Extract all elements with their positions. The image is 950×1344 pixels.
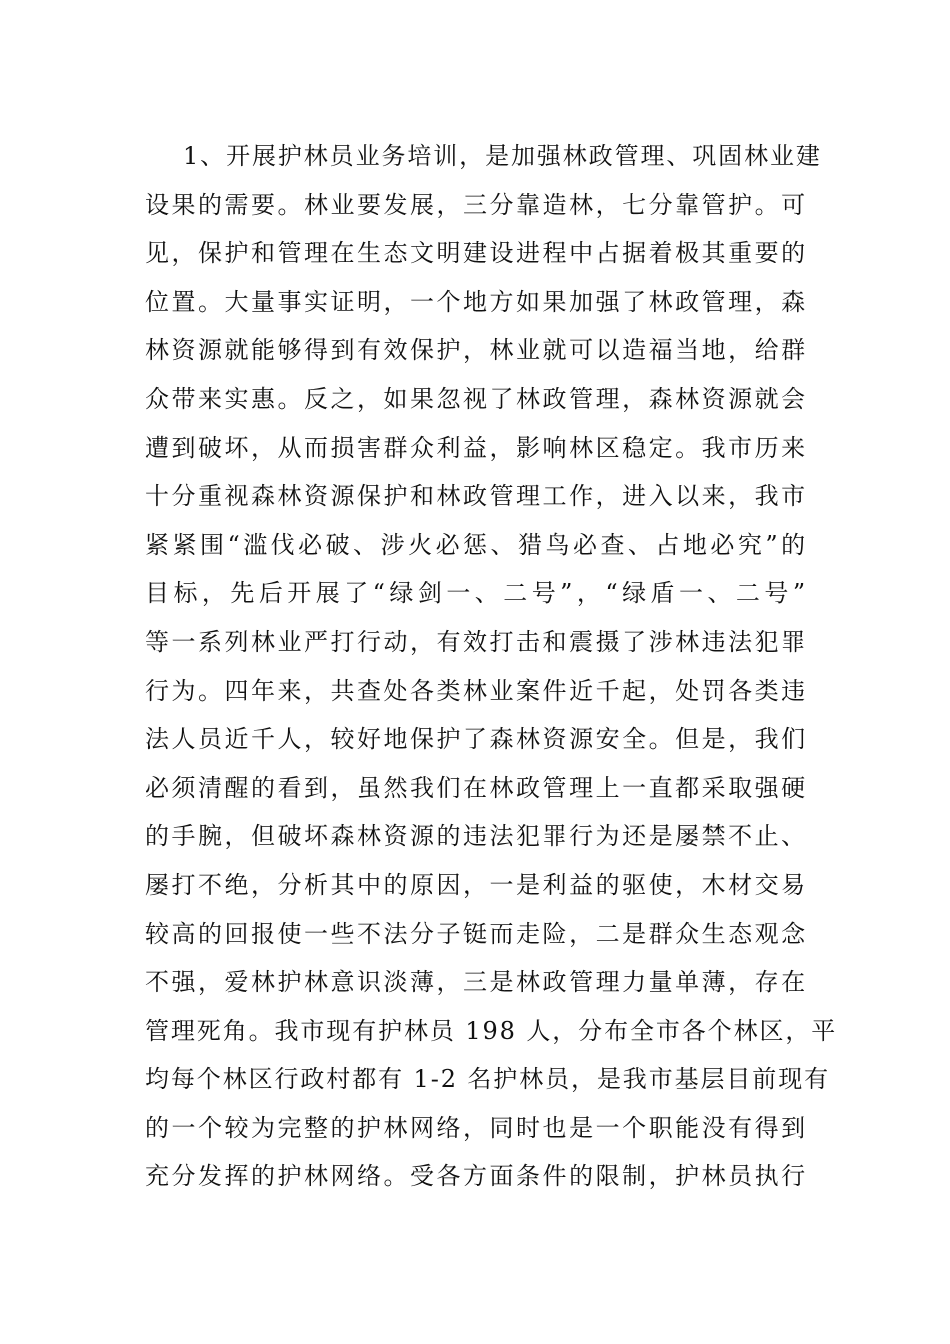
paragraph-line: 屡打不绝，分析其中的原因，一是利益的驱使，木材交易 bbox=[145, 870, 807, 899]
paragraph-line: 充分发挥的护林网络。受各方面条件的限制，护林员执行 bbox=[145, 1162, 807, 1191]
paragraph-line: 的手腕，但破坏森林资源的违法犯罪行为还是屡禁不止、 bbox=[145, 822, 807, 851]
body-paragraph bbox=[145, 132, 838, 1201]
paragraph-line: 等一系列林业严打行动，有效打击和震摄了涉林违法犯罪 bbox=[145, 627, 807, 656]
paragraph-line: 必须清醒的看到，虽然我们在林政管理上一直都采取强硬 bbox=[145, 773, 807, 802]
paragraph-line: 设果的需要。林业要发展，三分靠造林，七分靠管护。可 bbox=[145, 190, 807, 219]
paragraph-line: 行为。四年来，共查处各类林业案件近千起，处罚各类违 bbox=[145, 676, 807, 705]
paragraph-line: 位置。大量事实证明，一个地方如果加强了林政管理，森 bbox=[145, 287, 807, 316]
paragraph-line: 众带来实惠。反之，如果忽视了林政管理，森林资源就会 bbox=[145, 384, 807, 413]
paragraph-line: 较高的回报使一些不法分子铤而走险，二是群众生态观念 bbox=[145, 919, 807, 948]
paragraph-line: 见，保护和管理在生态文明建设进程中占据着极其重要的 bbox=[145, 239, 807, 268]
paragraph-line: 1、开展护林员业务培训，是加强林政管理、巩固林业建 bbox=[183, 142, 822, 170]
paragraph-line: 的一个较为完整的护林网络，同时也是一个职能没有得到 bbox=[145, 1113, 807, 1142]
paragraph-line: 遭到破坏，从而损害群众利益，影响林区稳定。我市历来 bbox=[145, 433, 807, 462]
paragraph-line: 林资源就能够得到有效保护，林业就可以造福当地，给群 bbox=[145, 336, 807, 365]
paragraph-line: 十分重视森林资源保护和林政管理工作，进入以来，我市 bbox=[145, 482, 807, 511]
paragraph-line: 管理死角。我市现有护林员 198 人，分布全市各个林区，平 bbox=[145, 1016, 838, 1045]
paragraph-line: 均每个林区行政村都有 1-2 名护林员，是我市基层目前现有 bbox=[145, 1065, 831, 1094]
paragraph-line: 不强，爱林护林意识淡薄，三是林政管理力量单薄，存在 bbox=[145, 968, 807, 997]
paragraph-line: 目标，先后开展了“绿剑一、二号”，“绿盾一、二号” bbox=[145, 579, 807, 608]
paragraph-line: 法人员近千人，较好地保护了森林资源安全。但是，我们 bbox=[145, 725, 807, 754]
paragraph-line: 紧紧围“滥伐必破、涉火必惩、猎鸟必查、占地必究”的 bbox=[145, 530, 807, 559]
